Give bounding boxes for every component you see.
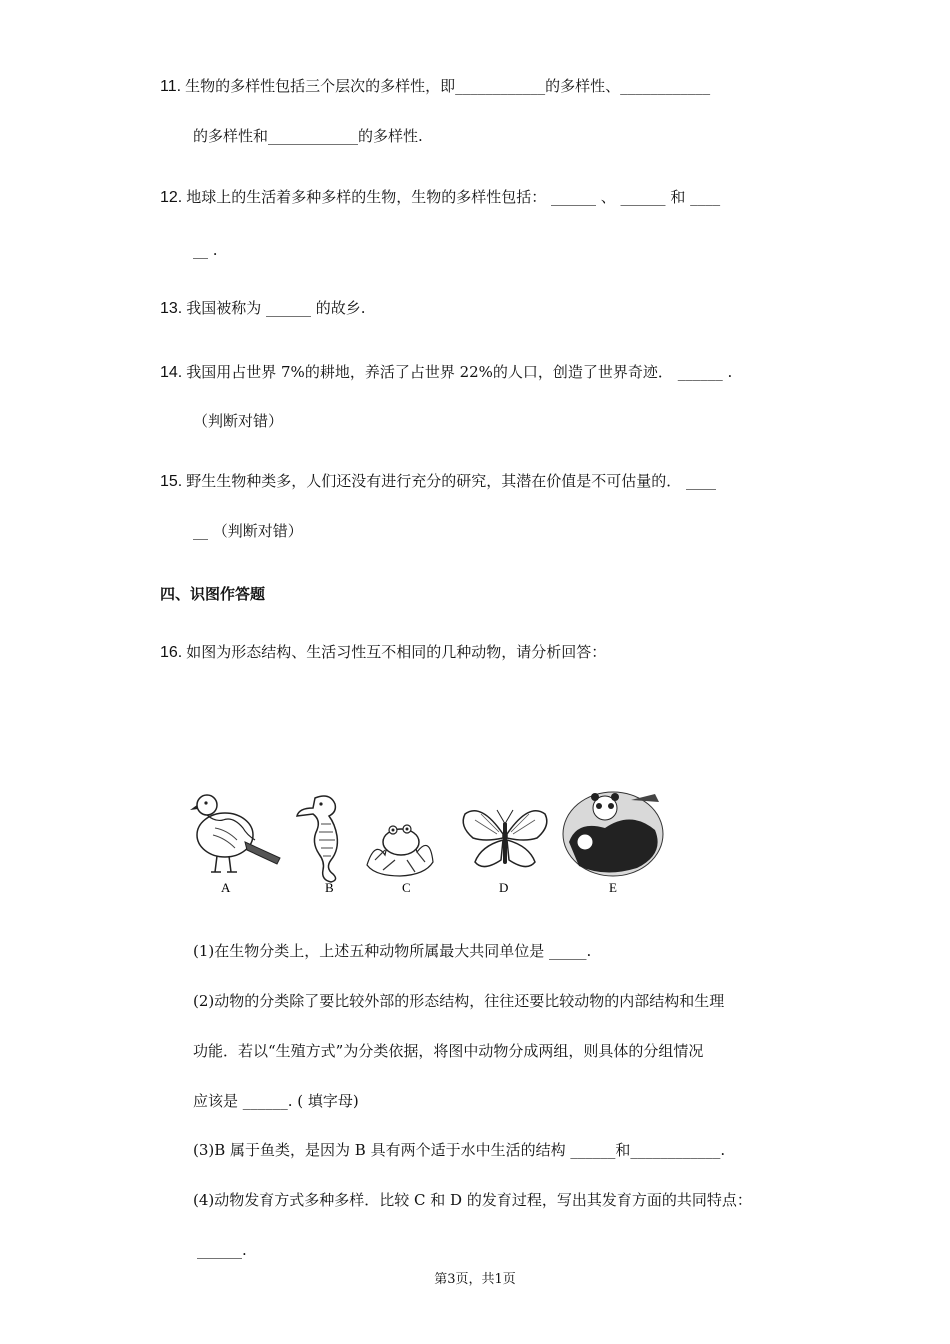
question-12	[160, 187, 720, 208]
panda-illustration	[563, 792, 663, 876]
pigeon-illustration	[190, 795, 280, 872]
question-13	[160, 298, 366, 319]
question-text: 如图为形态结构、生活习性互不相同的几种动物，请分析回答：	[186, 643, 607, 661]
subquestion-2-line-2: 功能．若以“生殖方式”为分类依据，将图中动物分成两组，则具体的分组情况	[193, 1042, 704, 1060]
figure-label-a: A	[221, 880, 231, 895]
question-number: 12.	[160, 189, 183, 206]
figure-label-e: E	[609, 880, 617, 895]
frog-illustration	[367, 825, 433, 876]
figure-label-d: D	[499, 880, 509, 895]
butterfly-illustration	[463, 810, 547, 867]
question-11-continued: 的多样性和____________的多样性.	[193, 127, 423, 145]
section-heading: 四、识图作答题	[160, 585, 266, 603]
question-text: 生物的多样性包括三个层次的多样性，即____________的多样性、____________	[185, 77, 711, 95]
seahorse-illustration	[297, 796, 337, 882]
question-16	[160, 642, 606, 663]
question-number: 11.	[160, 78, 182, 95]
question-text: 地球上的生活着多种多样的生物，生物的多样性包括： ______ 、 ______ 和 ____	[186, 188, 721, 206]
subquestion-2-line-3: 应该是 ______. ( 填字母)	[193, 1092, 359, 1110]
question-15-continued: __ （判断对错）	[193, 522, 303, 540]
figure-label-c: C	[402, 880, 411, 895]
question-text: 我国用占世界 7%的耕地，养活了占世界 22%的人口，创造了世界奇迹． ______ .	[186, 363, 733, 381]
question-11	[160, 76, 710, 97]
figure-label-b: B	[325, 880, 334, 895]
question-text: 我国被称为 ______ 的故乡.	[186, 299, 366, 317]
animals-figure	[185, 780, 675, 900]
question-12-continued: __ .	[193, 241, 218, 259]
question-number: 14.	[160, 364, 183, 381]
question-number: 13.	[160, 300, 183, 317]
question-14-continued: （判断对错）	[193, 412, 284, 430]
subquestion-2-line-1: (2)动物的分类除了要比较外部的形态结构，往往还要比较动物的内部结构和生理	[193, 992, 725, 1010]
question-14	[160, 362, 732, 383]
subquestion-4-line-1: (4)动物发育方式多种多样．比较 C 和 D 的发育过程，写出其发育方面的共同特点：	[193, 1191, 752, 1209]
subquestion-1: (1)在生物分类上，上述五种动物所属最大共同单位是 _____.	[193, 942, 592, 960]
subquestion-3: (3)B 属于鱼类，是因为 B 具有两个适于水中生活的结构 ______和____________.	[193, 1141, 726, 1159]
question-number: 15.	[160, 473, 183, 490]
subquestion-4-line-2: ______.	[197, 1241, 247, 1259]
page-footer: 第3页，共1页	[434, 1272, 516, 1287]
question-15	[160, 471, 716, 492]
question-number: 16.	[160, 644, 183, 661]
question-text: 野生生物种类多，人们还没有进行充分的研究，其潜在价值是不可估量的． ____	[186, 472, 717, 490]
